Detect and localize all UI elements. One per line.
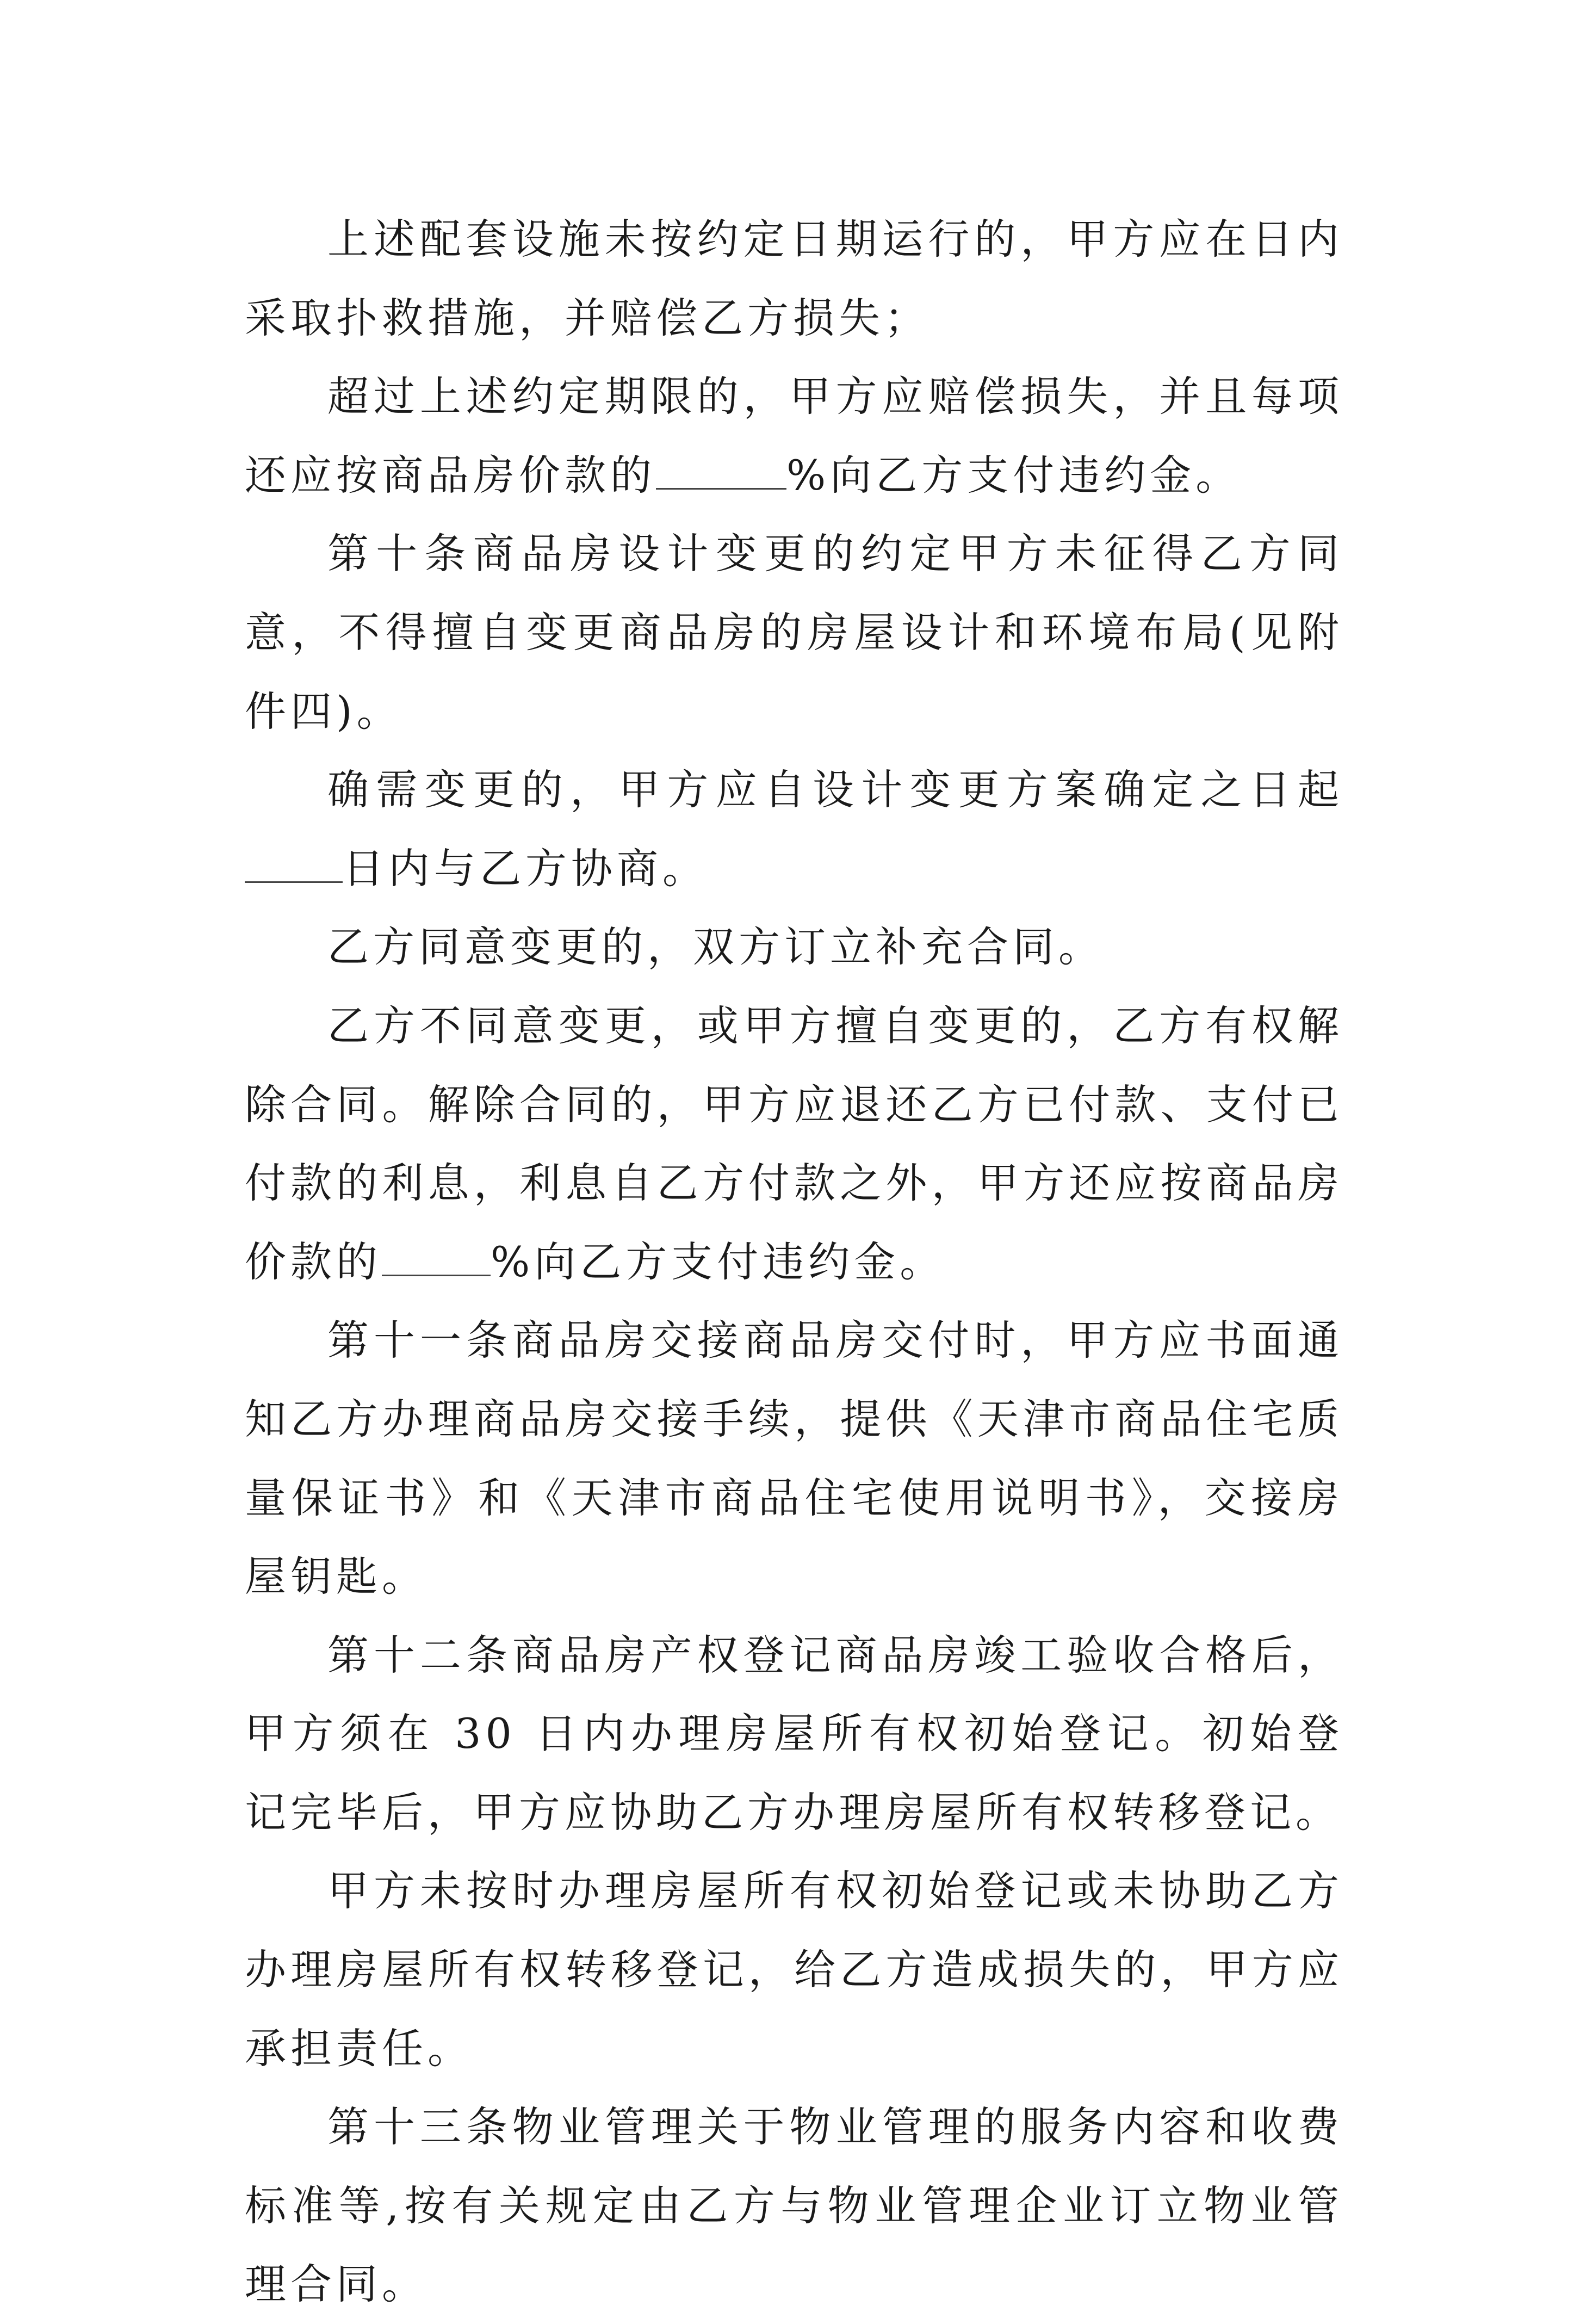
paragraph-text: %向乙方支付违约金。: [786, 450, 1242, 499]
paragraph-disagree-change: [245, 987, 1343, 1301]
paragraph-text: 乙方不同意变更，或甲方擅自变更的，乙方有权解除合同。解除合同的，甲方应退还乙方已付款、支付已付款的利息，利息自乙方付款之外，甲方还应按商品房价款的: [245, 1001, 1343, 1286]
document-body: [245, 200, 1343, 2324]
paragraph-text: 上述配套设施未按约定日期运行的，甲方应在日内采取扑救措施，并赔偿乙方损失；: [245, 215, 1343, 342]
paragraph-text: 第十二条商品房产权登记商品房竣工验收合格后，甲方须在 30 日内办理房屋所有权初始登记。初始登记完毕后，甲方应协助乙方办理房屋所有权转移登记。: [245, 1630, 1343, 1837]
paragraph-text: 确需变更的，甲方应自设计变更方案确定之日起: [327, 765, 1343, 814]
paragraph-article-11: [245, 1301, 1343, 1616]
paragraph-text: %向乙方支付违约金。: [491, 1237, 946, 1286]
paragraph-text: 第十三条物业管理关于物业管理的服务内容和收费标准等,按有关规定由乙方与物业管理企业订立物业管理合同。: [245, 2103, 1343, 2309]
paragraph-article-12: [245, 1616, 1343, 1852]
paragraph-design-change-negotiation: [245, 751, 1343, 908]
paragraph-registration-liability: [245, 1852, 1343, 2088]
paragraph-text: 第十一条商品房交接商品房交付时，甲方应书面通知乙方办理商品房交接手续，提供《天津市商品住宅质量保证书》和《天津市商品住宅使用说明书》，交接房屋钥匙。: [245, 1316, 1343, 1601]
paragraph-text: 乙方同意变更的，双方订立补充合同。: [327, 923, 1104, 972]
paragraph-text: 甲方未按时办理房屋所有权初始登记或未协助乙方办理房屋所有权转移登记，给乙方造成损失的，甲方应承担责任。: [245, 1866, 1343, 2073]
paragraph-agree-change: [245, 908, 1343, 987]
fill-in-blank: [382, 1242, 491, 1276]
fill-in-blank: [656, 455, 786, 490]
paragraph-text: 日内与乙方协商。: [343, 844, 708, 893]
paragraph-facilities-delay: [245, 200, 1343, 357]
paragraph-article-10: [245, 515, 1343, 751]
paragraph-text: 第十条商品房设计变更的约定甲方未征得乙方同意，不得擅自变更商品房的房屋设计和环境布局(见附件四)。: [245, 529, 1343, 735]
paragraph-text: 超过上述约定期限的，甲方应赔偿损失，并且每项还应按商品房价款的: [245, 372, 1343, 499]
paragraph-penalty-overdue: [245, 357, 1343, 515]
paragraph-article-13: [245, 2088, 1343, 2324]
fill-in-blank: [245, 849, 343, 883]
